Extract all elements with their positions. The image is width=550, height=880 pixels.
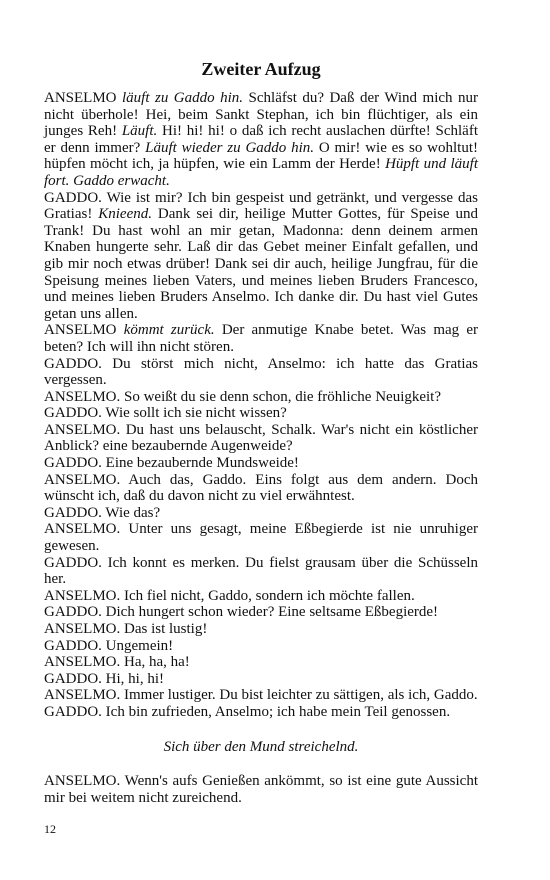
- dialogue-text: GADDO. Eine bezaubernde Mundsweide!: [44, 455, 299, 472]
- dialogue-paragraph: [44, 704, 478, 721]
- stage-direction-inline: Läuft.: [121, 123, 158, 140]
- closing-paragraph: ANSELMO. Wenn's aufs Genießen ankömmt, so ist eine gute Aussicht mir bei weitem nicht zureichend.: [44, 773, 478, 806]
- stage-direction: Sich über den Mund streichelnd.: [163, 738, 359, 755]
- dialogue-text: ANSELMO. Du hast uns belauscht, Schalk. War's nicht ein köstlicher Anblick? eine bezaubernde Augenweide?: [44, 421, 478, 455]
- dialogue-text: GADDO. Ich konnt es merken. Du fielst grausam über die Schüsseln her.: [44, 554, 478, 588]
- dialogue-text: GADDO. Dich hungert schon wieder? Eine seltsame Eßbegierde!: [44, 604, 439, 621]
- dialogue-paragraph: [44, 687, 478, 704]
- dialogue-paragraph: [44, 604, 478, 621]
- dialogue-text: ANSELMO. Unter uns gesagt, meine Eßbegierde ist nie unruhiger gewesen.: [44, 521, 478, 555]
- dialogue-paragraph: [44, 638, 478, 655]
- act-heading: Zweiter Aufzug: [201, 59, 321, 79]
- stage-direction-inline: kömmt zurück.: [123, 322, 215, 339]
- dialogue-text: ANSELMO. Immer lustiger. Du bist leichter zu sättigen, als ich, Gaddo.: [44, 687, 478, 704]
- dialogue-paragraph: [44, 654, 478, 671]
- dialogue-text: ANSELMO. Ha, ha, ha!: [44, 654, 190, 671]
- dialogue-paragraph: [44, 521, 478, 554]
- dialogue-text: Schläfst du? Daß der Wind mich nur nicht überhole! Hei, beim Sankt Stephan, ich bin flüchtiger, als ein junges Reh!: [44, 90, 478, 140]
- dialogue-text: Hi! hi! hi! o daß ich recht auslachen dürfte! Schläft er denn immer?: [44, 123, 478, 156]
- dialogue-text: GADDO. Ich bin zufrieden, Anselmo; ich habe mein Teil genossen.: [44, 703, 451, 720]
- dialogue-text: ANSELMO. Das ist lustig!: [44, 621, 208, 637]
- page-number: 12: [44, 822, 56, 836]
- dialogue-lines: [44, 90, 478, 721]
- dialogue-text: ANSELMO. Auch das, Gaddo. Eins folgt aus dem andern. Doch wünscht ich, daß du davon nicht zu viel erwähntest.: [44, 471, 478, 505]
- dialogue-paragraph: [44, 322, 478, 355]
- dialogue-text: ANSELMO: [44, 90, 122, 106]
- dialogue-paragraph: [44, 555, 478, 588]
- dialogue-text: GADDO. Ungemein!: [44, 637, 174, 654]
- dialogue-text: ANSELMO. So weißt du sie denn schon, die fröhliche Neuigkeit?: [44, 388, 442, 405]
- dialogue-paragraph: [44, 356, 478, 389]
- stage-direction-inline: Läuft wieder zu Gaddo hin.: [145, 139, 315, 156]
- dialogue-text: ANSELMO. Ich fiel nicht, Gaddo, sondern ich möchte fallen.: [44, 587, 415, 604]
- dialogue-paragraph: [44, 671, 478, 688]
- dialogue-paragraph: [44, 405, 478, 422]
- dialogue-text: ANSELMO: [44, 322, 124, 339]
- dialogue-text: Dank sei dir, heilige Mutter Gottes, für Speise und Trank! Du hast wohl an mir getan, Madonna: denn deinem armen Knaben hungerte sehr. Laß dir das Gebet meiner Einfalt gefallen, und gib mir noch etwas drüber! Dank sei dir auch, heilige Jungfrau, für die Speisung meines lieben Vaters, und meines lieben Bruders Francesco, und meines lieben Bruders Anselmo. Ich danke dir. Du hast viel Gutes getan uns allen.: [44, 206, 478, 322]
- dialogue-paragraph: [44, 190, 478, 323]
- dialogue-text: GADDO. Wie das?: [44, 504, 161, 521]
- stage-direction-inline: Knieend.: [98, 206, 152, 223]
- dialogue-text: GADDO. Wie sollt ich sie nicht wissen?: [44, 405, 287, 422]
- dialogue-text: O mir! wie es so wohltut! hüpfen möcht ich, ja hüpfen, wie ein Lamm der Herde!: [44, 139, 479, 173]
- dialogue-text: GADDO. Du störst mich nicht, Anselmo: ich hatte das Gratias vergessen.: [44, 355, 478, 389]
- dialogue-text: Der anmutige Knabe betet. Was mag er beten? Ich will ihn nicht stören.: [44, 322, 478, 355]
- dialogue-paragraph: [44, 422, 478, 455]
- dialogue-paragraph: [44, 389, 478, 406]
- dialogue-paragraph: [44, 90, 478, 190]
- dialogue-paragraph: [44, 621, 478, 638]
- dialogue-text: GADDO. Hi, hi, hi!: [44, 670, 164, 687]
- dialogue-text: GADDO. Wie ist mir? Ich bin gespeist und getränkt, und vergesse das Gratias!: [44, 189, 478, 223]
- dialogue-paragraph: [44, 588, 478, 605]
- dialogue-body: [44, 90, 478, 806]
- dialogue-paragraph: [44, 505, 478, 522]
- stage-direction-inline: läuft zu Gaddo hin.: [122, 90, 244, 106]
- stage-direction-inline: Hüpft und läuft fort. Gaddo erwacht.: [44, 156, 478, 189]
- dialogue-paragraph: [44, 455, 478, 472]
- dialogue-paragraph: [44, 472, 478, 505]
